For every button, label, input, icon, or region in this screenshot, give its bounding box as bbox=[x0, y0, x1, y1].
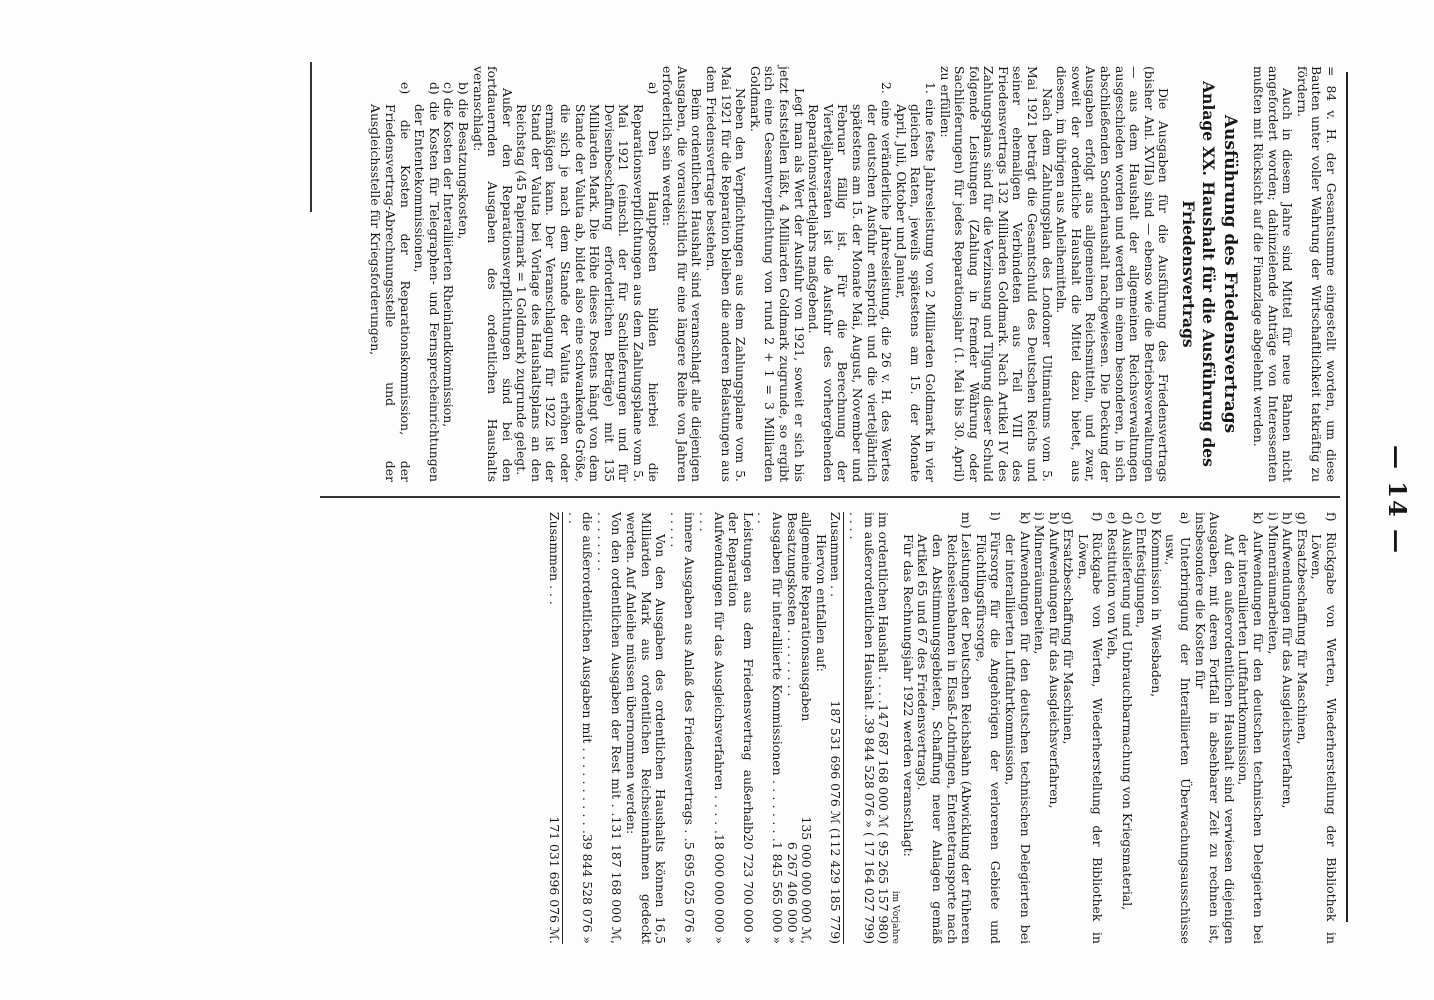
loan-row: die außerordentlichen Ausgaben mit . . . . . . . . . . . . . 39 844 528 076 » bbox=[565, 512, 596, 944]
list-item: f) Rückgabe von Werten, Wiederherstellung der Bibliothek in Löwen, bbox=[1309, 512, 1339, 944]
header-rule bbox=[1346, 72, 1348, 922]
paragraph: Von den Ausgaben des ordentlichen Haushalts können 16,5 Milliarden Mark aus ordentlichen Reichseinnahmen gedeckt werden. Auf Anleihe müssen übernommen werden: bbox=[624, 512, 669, 944]
budget-row: im ordentlichen Haushalt . . . . 147 687 168 000 ℳ ( 95 265 157 980) bbox=[876, 512, 892, 944]
list-item: d) die Kosten für Telegraphen- und Fernsprecheinrichtungen der Ententekommissionen, bbox=[412, 82, 442, 482]
list-item: d) Auslieferung und Unbrauchbarmachung von Kriegsmaterial, bbox=[1119, 512, 1135, 911]
allocation-row: Aufwendungen für das Ausgleichsverfahren . . . . . . . . 18 000 000 000 » bbox=[697, 512, 727, 944]
paragraph: Außer den Reparationsverpflichtungen sind bei den fortdauernden Ausgaben des ordentlichen Haushalts veranschlagt: bbox=[470, 66, 515, 482]
intro-paragraph-2: Auch in diesem Jahre sind Mittel für neue Bahnen nicht angefordert worden; dahinzielende Anträge von Interessenten mußten mit Rücksicht auf die Finanzlage abgelehnt werden. bbox=[1251, 66, 1296, 482]
list-item: 1. eine feste Jahresleistung von 2 Milliarden Goldmark in vier gleichen Raten, jeweils spätestens am 15. der Monate April, Juli, Oktober und Januar, bbox=[893, 82, 938, 482]
list-item: i) Minenräumarbeiten, bbox=[1032, 512, 1048, 655]
prior-year-label: im Vorjahre bbox=[890, 890, 901, 944]
paragraph: Hiervon entfallen auf: bbox=[813, 534, 829, 672]
list-item: c) die Kosten der Interalliierten Rheinlandkommission, bbox=[441, 82, 457, 428]
list-item: i) Minenräumarbeiten, bbox=[1265, 512, 1281, 655]
list-item: a) Unterbringung der Interalliierten Überwachungsausschüsse usw., bbox=[1163, 512, 1194, 944]
list-item: k) Aufwendungen für den deutschen technischen Delegierten bei der interalliierten Luftfahrtkommission, bbox=[1002, 512, 1033, 944]
list-item: k) Aufwendungen für den deutschen technischen Delegierten bei der interalliierten Luftfahrtkommission, bbox=[1236, 512, 1267, 944]
right-column bbox=[547, 512, 1338, 944]
allocation-row: Ausgaben für interalliierte Kommissionen . . . . . . . . . . 1 845 565 000 » bbox=[755, 512, 786, 944]
paragraph: Neben den Verpflichtungen aus dem Zahlungsplane vom 5. Mai 1921 für die Reparation bleiben die anderen Belastungen aus dem Friedensvertrage bestehen. bbox=[704, 66, 749, 482]
list-item: h) Aufwendungen für das Ausgleichsverfahren, bbox=[1046, 512, 1062, 809]
list-item: l) Fürsorge für die Angehörigen der verlorenen Gebiete und Flüchtlingsfürsorge, bbox=[973, 512, 1004, 944]
list-item: c) Entfestigungen, bbox=[1134, 512, 1150, 629]
allocation-row: Besatzungskosten . . . . . . . . . 6 267 406 000 » bbox=[784, 512, 800, 944]
list-item: e) die Kosten der Reparationskommission, der Friedensvertrag-Abrechnungsstelle und der Ausgleichsstelle für Kriegsforderungen, bbox=[368, 82, 413, 482]
list-item: g) Ersatzbeschaffung für Maschinen, bbox=[1061, 512, 1077, 745]
footer-rule bbox=[310, 62, 312, 212]
left-column bbox=[368, 66, 1338, 482]
allocation-row: innere Ausgaben aus Anlaß des Friedensvertrags . . . . . . . 5 695 025 076 » bbox=[667, 512, 698, 944]
list-item: f) Rückgabe von Werten, Wiederherstellung der Bibliothek in Löwen, bbox=[1075, 512, 1106, 944]
paragraph: Legt man als Wert der Ausfuhr von 1921, soweit er sich bis jetzt feststellen läßt, 4 Milliarden Goldmark zugrunde, so ergibt sich eine Gesamtverpflichtung von rund 2 + 1 = 3 Milliarden Goldmark. bbox=[747, 66, 807, 482]
intro-paragraph: = 84 v. H. der Gesamtsumme eingestellt worden, um diese Bauten unter voller Wahrung der Wirtschaftlichkeit tatkräftig zu fördern. bbox=[1294, 66, 1339, 482]
allocation-row: Leistungen aus dem Friedensvertrag außerhalb der Reparation 20 723 700 000 » bbox=[726, 512, 756, 944]
list-item: a) Den Hauptposten bilden hierbei die Reparationsverpflichtungen aus dem Zahlungsplane vom 5. Mai 1921 (einschl. der für Sachlieferungen und für Devisenbeschaffung erforderlichen Beträge) mit 135 Milliarden Mark. Die Höhe dieses Postens hängt von dem Stande der Valuta ab, bildet also eine schwankende Größe, die sich je nach dem Stande der Valuta erhöhen oder ermäßigen kann. Der Veranschlagung für 1922 ist der Stand der Valuta bei Vorlage des Haushaltsplans an den Reichstag (45 Papiermark = 1 Goldmark) zugrunde gelegt. bbox=[514, 82, 661, 482]
list-item: m) Leistungen der Deutschen Reichsbahn (Abwicklung der früheren Reichseisenbahnen in Elsaß-Lothringen, Ententetransporte nach den Abstimmungsgebieten, Schaffung neuer Anlagen gemäß Artikel 65 und 67 des Friedensvertrags). bbox=[915, 512, 975, 944]
paragraph: Für das Rechnungsjahr 1922 werden veranschlagt: bbox=[900, 534, 916, 857]
list-item: h) Aufwendungen für das Ausgleichsverfahren, bbox=[1280, 512, 1296, 809]
loan-total-row: Zusammen . . . 171 031 696 076 ℳ. bbox=[547, 512, 563, 944]
annex-heading: Anlage XX. Haushalt für die Ausführung des Friedensvertrags bbox=[1179, 81, 1219, 467]
column-divider bbox=[320, 496, 1340, 498]
allocation-row: allgemeine Reparationsausgaben 135 000 000 000 ℳ, bbox=[799, 512, 815, 944]
list-item: e) Restitution von Vieh, bbox=[1105, 512, 1121, 660]
list-item: b) Kommission in Wiesbaden, bbox=[1148, 512, 1164, 698]
budget-total-row: Zusammen . . 187 531 696 076 ℳ (112 429 185 779) bbox=[828, 512, 844, 944]
paragraph: Beim ordentlichen Haushalt sind veranschlagt alle diejenigen Ausgaben, die voraussichtlich für eine längere Reihe von Jahren erforderlich sein werden: bbox=[660, 66, 705, 482]
budget-row: im außerordentlichen Haushalt . . . . . 39 844 528 076 » ( 17 164 027 799) bbox=[847, 512, 877, 944]
loan-row: Von den ordentlichen Ausgaben der Rest mit . . . . . . . . . . 131 187 168 000 ℳ, bbox=[594, 512, 625, 944]
list-item: b) die Besatzungskosten, bbox=[455, 82, 471, 240]
paragraph: Nach dem Zahlungsplan des Londoner Ultimatums vom 5. Mai 1921 beträgt die Gesamtschuld des Deutschen Reichs und seiner ehemaligen Verbündeten aus Teil VIII des Friedensvertrags 132 Milliarden Goldmark. Nach Artikel IV des Zahlungsplans sind für die Verzinsung und Tilgung dieser Schuld folgende Leistungen (Zahlung in fremder Währung oder Sachlieferungen) für jedes Reparationsjahr (1. Mai bis 30. April) zu erfüllen: bbox=[937, 66, 1055, 482]
list-item: 2. eine veränderliche Jahresleistung, die 26 v. H. des Wertes der deutschen Ausfuhr entspricht und die vierteljährlich spätestens am 15. der Monate Mai, August, November und Februar fällig ist. Für die Berechnung der Vierteljahresraten ist die Ausfuhr des vorhergehenden Reparationsvierteljahrs maßgebend. bbox=[806, 82, 895, 482]
paragraph: Auf den außerordentlichen Haushalt sind verwiesen diejenigen Ausgaben, mit deren Fortfall in absehbarer Zeit zu rechnen ist, insbesondere die Kosten für bbox=[1192, 512, 1237, 944]
paragraph: Die Ausgaben für die Ausführung des Friedensvertrags (bisher Anl. XVIIa) sind — ebenso wie die Betriebsverwaltungen — aus dem Haushalt der allgemeinen Reichsverwaltungen ausgeschieden worden und werden in einem besonderen, in sich abschließenden Sonderhaushalt nachgewiesen. Die Deckung der Ausgaben erfolgt aus allgemeinen Reichsmitteln, und zwar, soweit der ordentliche Haushalt die Mittel dazu bietet, aus diesem, im übrigen aus Anleihemitteln. bbox=[1054, 66, 1172, 482]
page-number: — 14 — bbox=[1383, 444, 1412, 556]
list-item: g) Ersatzbeschaffung für Maschinen, bbox=[1294, 512, 1310, 745]
section-heading: Ausführung des Friedensvertrags bbox=[1220, 114, 1241, 434]
